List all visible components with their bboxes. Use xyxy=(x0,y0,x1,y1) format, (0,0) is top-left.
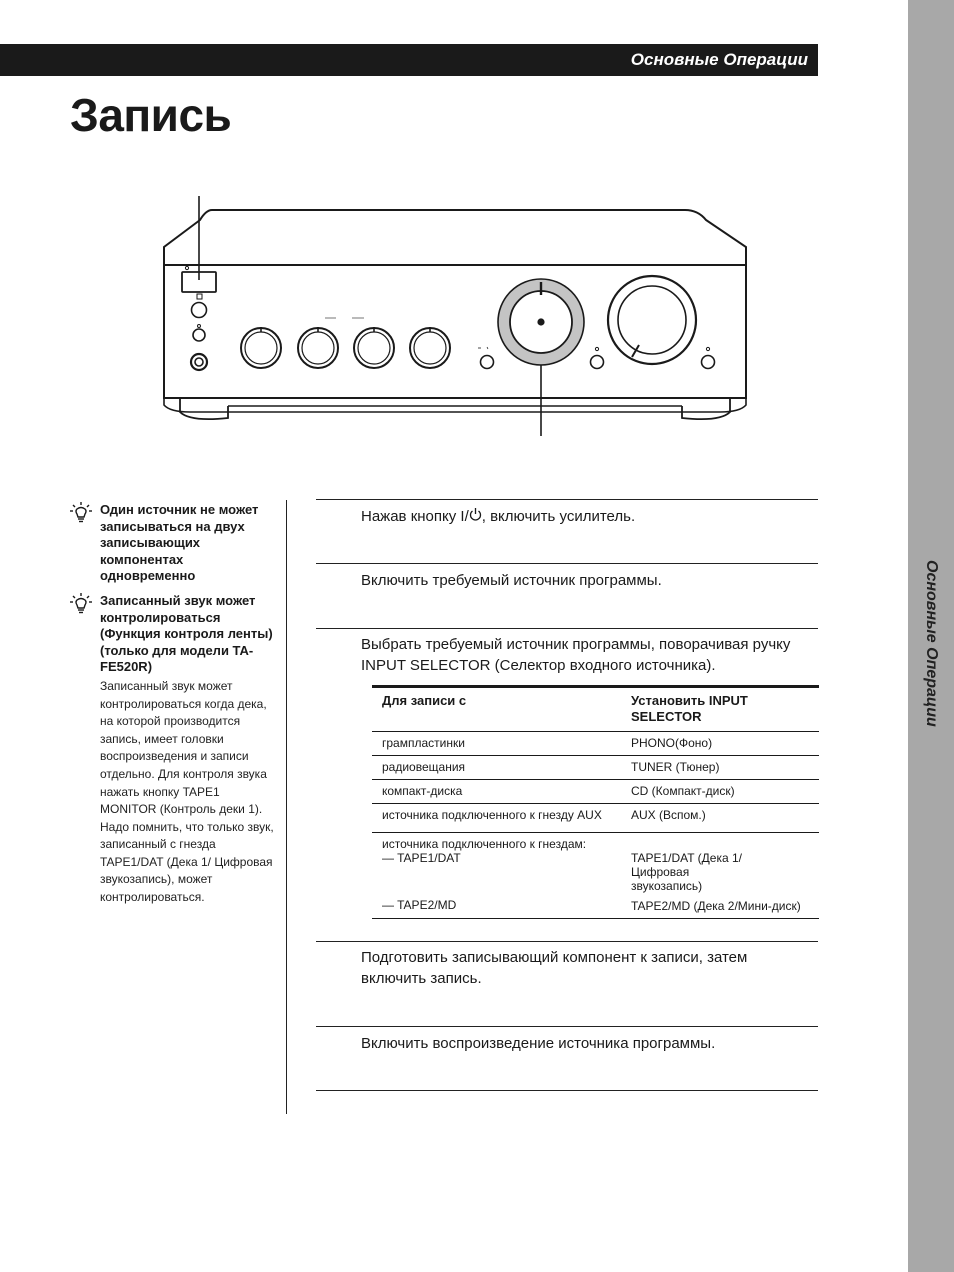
tip-tape-monitor xyxy=(70,593,275,907)
step-3-rule xyxy=(316,628,818,629)
headphone-jack-icon xyxy=(191,354,207,370)
tip-text: Записанный звук может контролироваться когда дека, на которой производится запись, имеет головки воспроизведения и записи отдельно. Для контроля звука нажать кнопку TAPE1 MONITOR (Контроль деки 1). Надо помнить, что только звук, записанный с гнезда TAPE1/DAT (Дека 1/ Цифровая звукозапись), может контролироваться. xyxy=(100,678,274,905)
tape-monitor-button-icon xyxy=(193,329,205,341)
section-header xyxy=(0,44,818,76)
table-row: грампластинки PHONO(Фоно) xyxy=(372,732,819,756)
page-title: Запись xyxy=(70,89,232,141)
tone-knobs xyxy=(241,318,450,368)
muting-button-icon xyxy=(702,356,715,369)
step-1-rule xyxy=(316,499,818,500)
table-row: радиовещания TUNER (Тюнер) xyxy=(372,756,819,780)
step-5-rule xyxy=(316,1026,818,1027)
step-1-text: Нажав кнопку I/ , включить усилитель. xyxy=(361,508,636,525)
loudness-button-icon xyxy=(481,356,494,369)
amp-base xyxy=(164,398,746,412)
step-5-text: Включить воспроизведение источника программы. xyxy=(361,1035,716,1052)
section-header-label: Основные Операции xyxy=(630,50,808,69)
speaker-button-icon xyxy=(192,303,207,318)
table-header-source: Для записи с xyxy=(372,687,621,732)
step-3-text: Выбрать требуемый источник программы, поворачивая ручку INPUT SELECTOR (Селектор входного источника). xyxy=(361,636,791,674)
step-4-text: Подготовить записывающий компонент к записи, затем включить запись. xyxy=(361,949,748,987)
step-2-text: Включить требуемый источник программы. xyxy=(361,572,662,589)
table-header-selector: Установить INPUT SELECTOR xyxy=(621,687,819,732)
tips-column xyxy=(70,502,275,915)
source-direct-button-icon xyxy=(591,356,604,369)
column-divider xyxy=(286,500,287,1114)
side-tab-label: Основные Операции xyxy=(923,560,940,727)
lightbulb-icon xyxy=(70,502,92,524)
power-icon xyxy=(469,507,482,522)
volume-knob xyxy=(608,276,696,364)
table-row: компакт-диска CD (Компакт-диск) xyxy=(372,780,819,804)
tip-title: Записанный звук может контролироваться (Функция контроля ленты) (только для модели TA-FE520R) xyxy=(100,592,273,675)
lightbulb-icon xyxy=(70,593,92,615)
amp-foot-left xyxy=(180,398,228,419)
step-2-rule xyxy=(316,563,818,564)
amp-foot-right xyxy=(682,398,730,419)
amp-top-panel xyxy=(164,210,746,265)
steps-end-rule xyxy=(316,1090,818,1091)
step-4-rule xyxy=(316,941,818,942)
table-row: источника подключенного к гнездам: — TAPE1/DAT — TAPE2/MD TAPE1/DAT (Дека 1/Цифровая звукозапись) TAPE2/MD (Дека 2/Мини-диск) xyxy=(372,833,819,919)
amplifier-diagram xyxy=(150,190,760,440)
tip-single-source xyxy=(70,502,275,585)
table-row: источника подключенного к гнезду AUX AUX (Вспом.) xyxy=(372,804,819,833)
tip-title: Один источник не может записываться на двух записывающих компонентах одновременно xyxy=(100,502,259,584)
input-selector-table xyxy=(372,685,819,919)
